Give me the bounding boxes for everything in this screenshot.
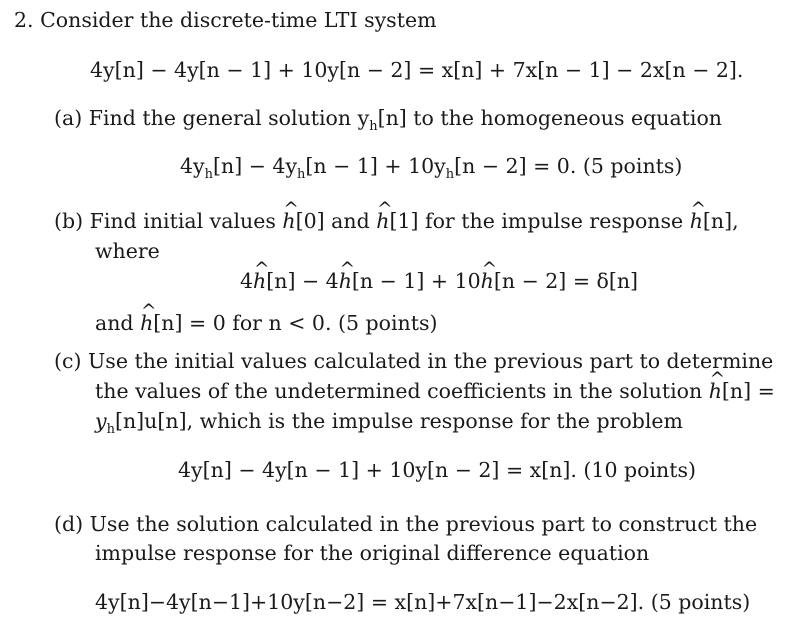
part-b-line2: where	[95, 239, 160, 263]
problem-header	[14, 10, 437, 31]
part-c-label: (c)	[54, 349, 82, 373]
h-hat-8: ^ h	[709, 381, 722, 402]
main-equation: 4y[n] − 4y[n − 1] + 10y[n − 2] = x[n] + 7x[n − 1] − 2x[n − 2].	[90, 58, 744, 82]
part-b-l1-a: Find initial values	[89, 209, 283, 233]
part-a-eq-3: [n − 1] + 10y	[305, 154, 446, 178]
h-hat-5: ^ h	[339, 271, 352, 292]
part-a-sub: h	[369, 119, 378, 135]
h-hat-2: ^ h	[376, 211, 389, 232]
part-a-eq-sub3: h	[445, 167, 455, 183]
part-d-equation: 4y[n]−4y[n−1]+10y[n−2] = x[n]+7x[n−1]−2x[n−2]. (5 points)	[95, 590, 751, 614]
part-b-equation	[240, 271, 638, 292]
part-c-l3: [n]u[n], which is the impulse response for the problem	[114, 409, 683, 433]
part-c-l2-b: [n] =	[721, 379, 775, 403]
part-d-line2: impulse response for the original difference equation	[95, 541, 650, 565]
part-c-line3	[95, 411, 683, 436]
part-c-y: y	[95, 409, 107, 433]
part-b-l4-a: and	[95, 311, 141, 335]
part-b-line4	[95, 313, 438, 334]
part-b-eq-1: 4	[240, 269, 254, 293]
part-b-label: (b)	[54, 209, 84, 233]
part-a-eq-sub1: h	[204, 167, 213, 183]
part-c-line1	[54, 351, 773, 372]
part-b-l1-b: [0] and	[295, 209, 377, 233]
part-b-l1-c: [1] for the impulse response	[389, 209, 690, 233]
h-hat-6: ^ h	[481, 271, 494, 292]
part-a-eq-4: [n − 2] = 0. (5 points)	[454, 154, 683, 178]
h-hat-3: ^ h	[690, 211, 703, 232]
h-hat-7: ^ h	[140, 313, 153, 334]
part-b-l1-d: [n],	[702, 209, 739, 233]
part-a-equation	[180, 156, 682, 181]
part-a-eq-2: [n] − 4y	[213, 154, 298, 178]
part-a-label: (a)	[54, 106, 83, 130]
part-a-eq-1: 4y	[180, 154, 205, 178]
part-c-sub: h	[106, 422, 115, 438]
part-c-line2	[95, 381, 775, 402]
part-a-eq-sub2: h	[297, 167, 306, 183]
problem-number: 2.	[14, 8, 34, 32]
part-b-eq-4: [n − 2] = δ[n]	[493, 269, 639, 293]
part-a-text-rest: [n] to the homogeneous equation	[377, 106, 723, 130]
part-c-equation: 4y[n] − 4y[n − 1] + 10y[n − 2] = x[n]. (10 points)	[178, 458, 697, 482]
part-c-l1: Use the initial values calculated in the previous part to determine	[88, 349, 774, 373]
h-hat-4: ^ h	[253, 271, 266, 292]
part-b-eq-2: [n] − 4	[266, 269, 339, 293]
part-d-l1: Use the solution calculated in the previous part to construct the	[89, 512, 758, 536]
part-d-line1	[54, 514, 757, 535]
part-b-line1	[54, 211, 739, 232]
part-a-text-pre: Find the general solution y	[88, 106, 370, 130]
problem-intro: Consider the discrete-time LTI system	[40, 8, 437, 32]
h-hat-1: ^ h	[282, 211, 295, 232]
part-b-eq-3: [n − 1] + 10	[351, 269, 481, 293]
part-a-text	[54, 108, 722, 133]
part-c-l2-a: the values of the undetermined coefficients in the solution	[95, 379, 709, 403]
part-b-l4-b: [n] = 0 for n < 0. (5 points)	[153, 311, 438, 335]
part-d-label: (d)	[54, 512, 84, 536]
